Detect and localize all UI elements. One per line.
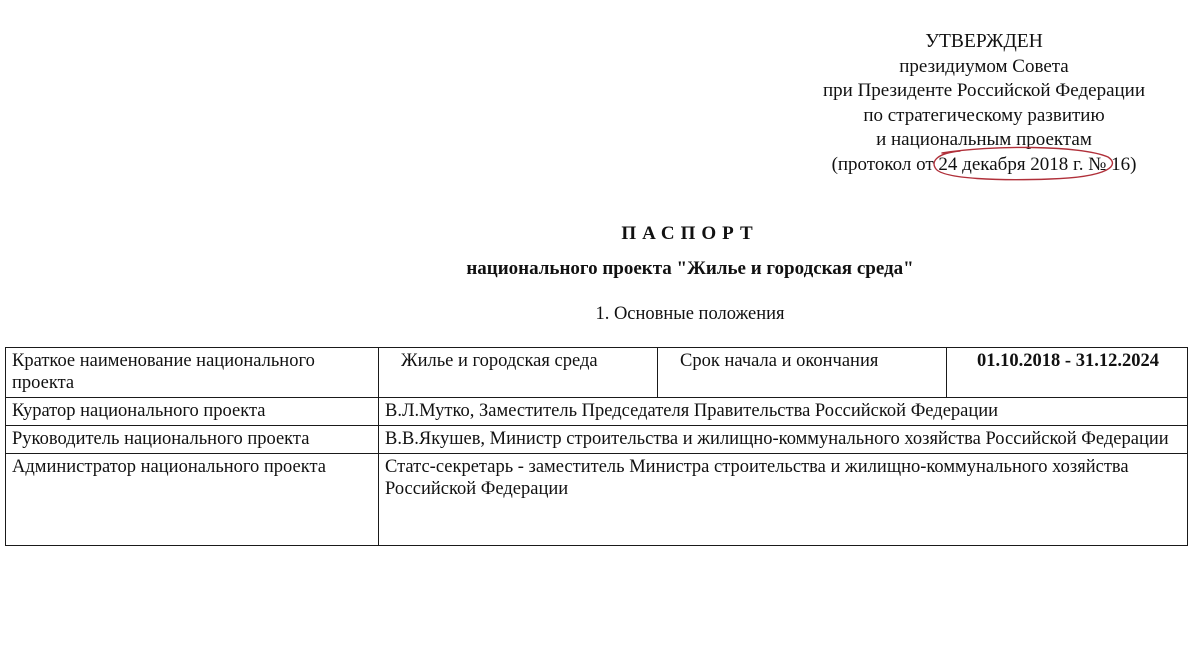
administrator-value: Статс-секретарь - заместитель Министра строительства и жилищно-коммунального хозяйства Российской Федерации	[379, 454, 1188, 546]
approval-line-3: по стратегическому развитию	[863, 104, 1105, 126]
document-title: ПАСПОРТ	[621, 223, 759, 244]
curator-label: Куратор национального проекта	[6, 398, 379, 426]
head-value: В.В.Якушев, Министр строительства и жилищно-коммунального хозяйства Российской Федерации	[379, 426, 1188, 454]
document-subtitle: национального проекта "Жилье и городская среда"	[466, 258, 914, 279]
short-name-value: Жилье и городская среда	[379, 348, 658, 398]
approved-heading: УТВЕРЖДЕН	[925, 31, 1043, 52]
approval-stamp	[794, 30, 1174, 177]
table-row	[6, 454, 1188, 546]
protocol-prefix: (протокол от	[831, 153, 934, 175]
table-row	[6, 426, 1188, 454]
short-name-label: Краткое наименование национального проекта	[6, 348, 379, 398]
term-label: Срок начала и окончания	[658, 348, 947, 398]
protocol-date-circled	[938, 153, 1083, 178]
protocol-line	[794, 153, 1174, 178]
protocol-suffix: № 16)	[1088, 153, 1137, 175]
protocol-date: 24 декабря 2018 г.	[938, 153, 1084, 175]
approval-line-4: и национальным проектам	[876, 129, 1092, 150]
curator-value: В.Л.Мутко, Заместитель Председателя Правительства Российской Федерации	[379, 398, 1188, 426]
administrator-label: Администратор национального проекта	[6, 454, 379, 546]
approval-line-2: при Президенте Российской Федерации	[822, 80, 1146, 101]
term-value: 01.10.2018 - 31.12.2024	[947, 348, 1188, 398]
approval-line-1: президиумом Совета	[899, 55, 1069, 77]
head-label: Руководитель национального проекта	[6, 426, 379, 454]
section-heading: 1. Основные положения	[595, 304, 785, 324]
table-row	[6, 348, 1188, 398]
table-row	[6, 398, 1188, 426]
passport-table	[5, 347, 1188, 546]
